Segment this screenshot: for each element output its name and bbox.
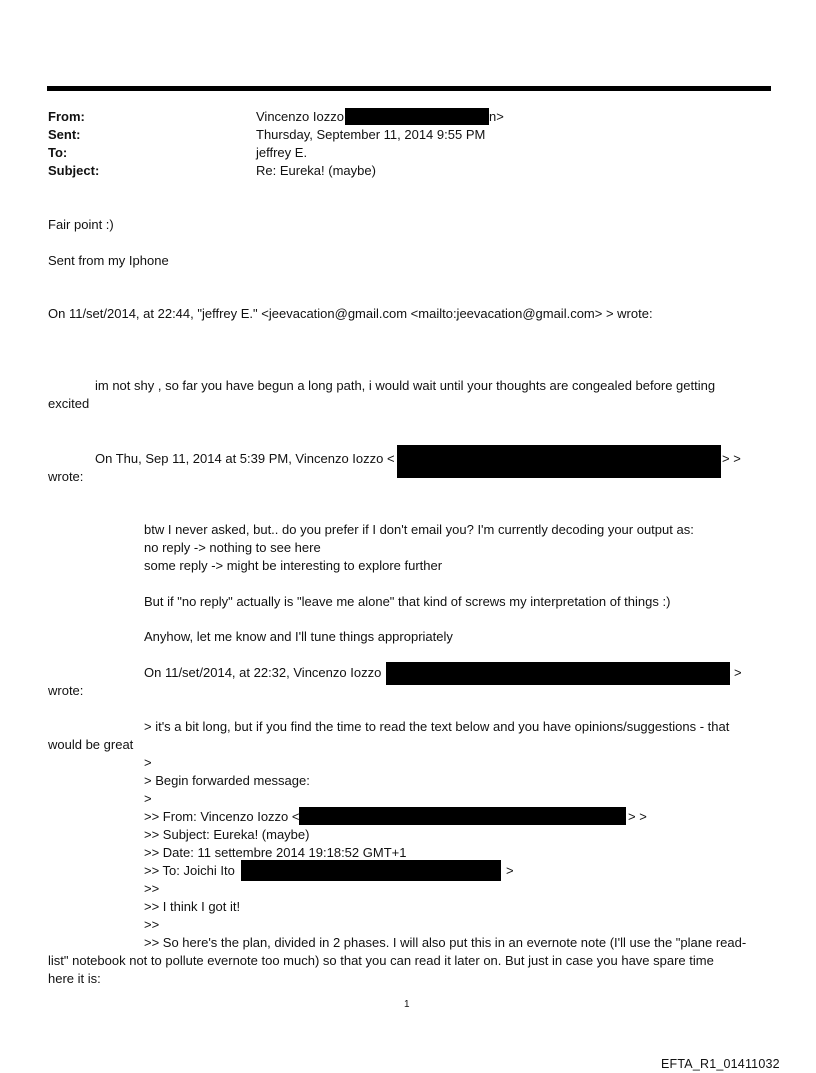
body-line: > xyxy=(144,755,152,770)
forward-to-tail: > xyxy=(506,863,514,878)
body-line: im not shy , so far you have begun a long path, i would wait until your thoughts are congealed before getting xyxy=(95,378,716,393)
body-line: would be great xyxy=(48,737,134,752)
sent-label: Sent: xyxy=(48,127,81,142)
body-line: >> So here's the plan, divided in 2 phases. I will also put this in an evernote note (I'll use the "plane read- xyxy=(144,935,747,950)
body-line: >> xyxy=(144,881,160,896)
redaction-bar xyxy=(386,662,730,685)
body-line: list" notebook not to pollute evernote too much) so that you can read it later on. But just in case you have spare time xyxy=(48,953,714,968)
body-line: here it is: xyxy=(48,971,101,986)
subject-value: Re: Eureka! (maybe) xyxy=(256,163,376,178)
redaction-bar xyxy=(241,860,501,881)
forward-date: >> Date: 11 settembre 2014 19:18:52 GMT+1 xyxy=(144,845,407,860)
forward-subject: >> Subject: Eureka! (maybe) xyxy=(144,827,310,842)
body-line: excited xyxy=(48,396,90,411)
page-number: 1 xyxy=(404,999,410,1010)
sent-value: Thursday, September 11, 2014 9:55 PM xyxy=(256,127,486,142)
body-line: btw I never asked, but.. do you prefer if I don't email you? I'm currently decoding your output as: xyxy=(144,522,694,537)
from-value-tail: n> xyxy=(489,109,504,124)
subject-label: Subject: xyxy=(48,163,100,178)
redaction-bar xyxy=(299,807,626,825)
to-value: jeffrey E. xyxy=(256,145,308,160)
document-id: EFTA_R1_01411032 xyxy=(661,1057,780,1071)
body-line: Anyhow, let me know and I'll tune things appropriately xyxy=(144,629,453,644)
redaction-bar xyxy=(397,445,721,478)
forward-from: >> From: Vincenzo Iozzo < xyxy=(144,809,300,824)
body-line: > it's a bit long, but if you find the time to read the text below and you have opinions/suggestions - that xyxy=(144,719,730,734)
quote-header: On 11/set/2014, at 22:32, Vincenzo Iozzo xyxy=(144,665,382,680)
body-line: Sent from my Iphone xyxy=(48,253,169,268)
from-label: From: xyxy=(48,109,85,124)
body-line: no reply -> nothing to see here xyxy=(144,540,321,555)
body-line: But if "no reply" actually is "leave me alone" that kind of screws my interpretation of things :) xyxy=(144,594,671,609)
quote-header-tail: > xyxy=(734,665,742,680)
quote-header-tail: > > xyxy=(722,451,741,466)
redaction-bar xyxy=(345,108,489,125)
forward-to: >> To: Joichi Ito xyxy=(144,863,235,878)
quote-header: On Thu, Sep 11, 2014 at 5:39 PM, Vincenzo Iozzo < xyxy=(95,451,395,466)
body-line: wrote: xyxy=(48,683,84,698)
body-line: wrote: xyxy=(48,469,84,484)
body-line: > Begin forwarded message: xyxy=(144,773,310,788)
body-line: some reply -> might be interesting to explore further xyxy=(144,558,443,573)
body-line: >> xyxy=(144,917,160,932)
body-line: > xyxy=(144,791,152,806)
header-rule xyxy=(47,86,771,91)
body-line: Fair point :) xyxy=(48,217,114,232)
forward-from-tail: > > xyxy=(628,809,647,824)
body-line: >> I think I got it! xyxy=(144,899,241,914)
from-value: Vincenzo Iozzo xyxy=(256,109,344,124)
to-label: To: xyxy=(48,145,68,160)
quote-header: On 11/set/2014, at 22:44, "jeffrey E." <jeevacation@gmail.com <mailto:jeevacation@gmail.com> > wrote: xyxy=(48,306,653,321)
